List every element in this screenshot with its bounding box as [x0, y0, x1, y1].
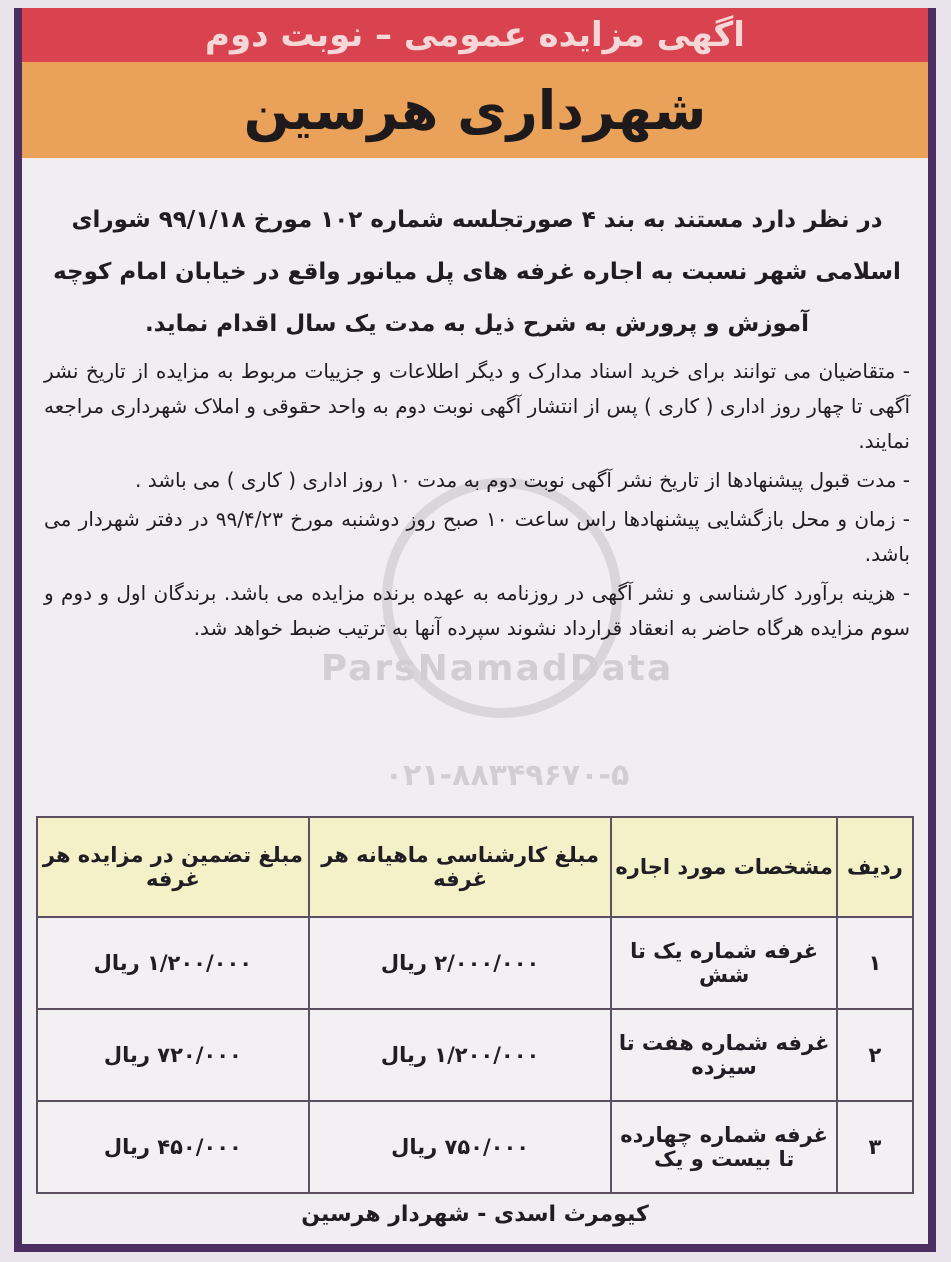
top-banner [22, 8, 928, 62]
row-number: ۱ [837, 917, 913, 1009]
header-specification: مشخصات مورد اجاره [611, 817, 836, 917]
guarantee-amount: ۱/۲۰۰/۰۰۰ ریال [37, 917, 309, 1009]
ad-body [44, 194, 910, 650]
table-row [37, 1009, 913, 1101]
table-row [37, 1101, 913, 1193]
header-row-number: ردیف [837, 817, 913, 917]
intro-paragraph: در نظر دارد مستند به بند ۴ صورتجلسه شماره ۱۰۲ مورخ ۹۹/۱/۱۸ شورای اسلامی شهر نسبت به اجاره غرفه های پل میانور واقع در خیابان امام کوچه آموزش و پرورش به شرح ذیل به مدت یک سال اقدام نماید. [53, 207, 901, 337]
item-specification: غرفه شماره یک تا شش [611, 917, 836, 1009]
title-banner [22, 62, 928, 158]
condition-paragraph: - متقاضیان می توانند برای خرید اسناد مدارک و دیگر اطلاعات و جزییات مربوط به مزایده از تاریخ نشر آگهی تا چهار روز اداری ( کاری ) پس از انتشار آگهی نوبت دوم به واحد حقوقی و املاک شهرداری مراجعه نمایند. [44, 359, 910, 453]
guarantee-amount: ۴۵۰/۰۰۰ ریال [37, 1101, 309, 1193]
monthly-appraisal: ۱/۲۰۰/۰۰۰ ریال [309, 1009, 612, 1101]
page-title: شهرداری هرسین [243, 78, 707, 142]
top-banner-text: اگهی مزایده عمومی – نوبت دوم [205, 15, 745, 55]
watermark-phone: ۰۲۱-۸۸۳۴۹۶۷۰-۵ [384, 758, 630, 793]
condition-paragraph: - هزینه برآورد کارشناسی و نشر آگهی در روزنامه به عهده برنده مزایده می باشد. برندگان اول و دوم و سوم مزایده هرگاه حاضر به انعقاد قرارداد نشوند سپرده آنها به ترتیب ضبط خواهد شد. [44, 581, 910, 640]
watermark-name: ParsNamadData [320, 648, 674, 689]
guarantee-amount: ۷۲۰/۰۰۰ ریال [37, 1009, 309, 1101]
row-number: ۲ [837, 1009, 913, 1101]
monthly-appraisal: ۲/۰۰۰/۰۰۰ ریال [309, 917, 612, 1009]
rental-items-table [36, 816, 914, 1194]
table-header-row [37, 817, 913, 917]
table-row [37, 917, 913, 1009]
header-monthly-appraisal: مبلغ کارشناسی ماهیانه هر غرفه [309, 817, 612, 917]
signature: کیومرث اسدی - شهردار هرسین [301, 1202, 649, 1227]
item-specification: غرفه شماره چهارده تا بیست و یک [611, 1101, 836, 1193]
item-specification: غرفه شماره هفت تا سیزده [611, 1009, 836, 1101]
monthly-appraisal: ۷۵۰/۰۰۰ ریال [309, 1101, 612, 1193]
row-number: ۳ [837, 1101, 913, 1193]
ad-frame [14, 8, 936, 1252]
header-guarantee-amount: مبلغ تضمین در مزایده هر غرفه [37, 817, 309, 917]
condition-paragraph: - مدت قبول پیشنهادها از تاریخ نشر آگهی نوبت دوم به مدت ۱۰ روز اداری ( کاری ) می باشد . [135, 468, 910, 492]
condition-paragraph: - زمان و محل بازگشایی پیشنهادها راس ساعت ۱۰ صبح روز دوشنبه مورخ ۹۹/۴/۲۳ در دفتر شهردار می باشد. [44, 507, 911, 566]
